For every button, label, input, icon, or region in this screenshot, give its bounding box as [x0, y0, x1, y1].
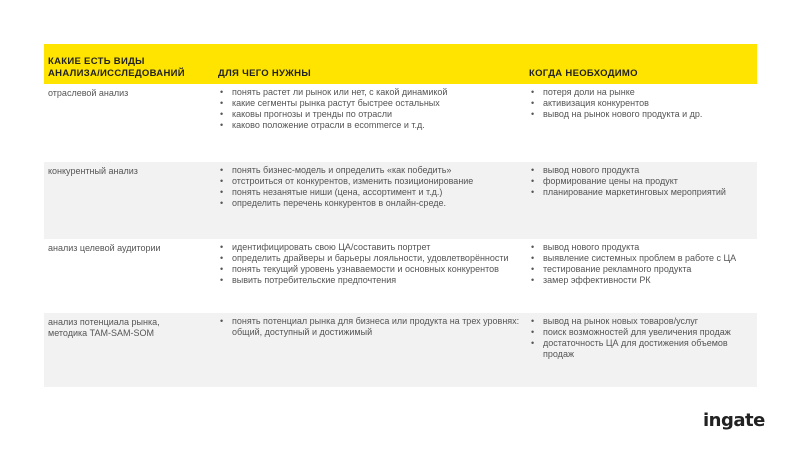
list-item: • понять бизнес-модель и определить «как победить»: [218, 165, 529, 176]
row-purpose: [214, 165, 529, 239]
list-item: • тестирование рекламного продукта: [529, 264, 757, 275]
row-type: конкурентный анализ: [48, 166, 138, 176]
list-item: • выявление системных проблем в работе с ЦА: [529, 253, 757, 264]
table-header: [44, 44, 757, 84]
table-row: [44, 84, 757, 162]
list-item: • планирование маркетинговых мероприятий: [529, 187, 757, 198]
list-item: • определить перечень конкурентов в онлайн-среде.: [218, 198, 529, 209]
table-row: [44, 162, 757, 239]
list-item: • формирование цены на продукт: [529, 176, 757, 187]
row-when: [529, 165, 757, 239]
ingate-logo: ingate: [703, 410, 765, 431]
list-item: • понять текущий уровень узнаваемости и основных конкурентов: [218, 264, 529, 275]
row-when: [529, 242, 757, 313]
list-item: • потеря доли на рынке: [529, 87, 757, 98]
row-purpose: [214, 316, 529, 387]
list-item: • активизация конкурентов: [529, 98, 757, 109]
header-types: КАКИЕ ЕСТЬ ВИДЫ АНАЛИЗА/ИССЛЕДОВАНИЙ: [48, 56, 185, 79]
table-row: [44, 313, 757, 387]
row-purpose: [214, 242, 529, 313]
list-item: • замер эффективности РК: [529, 275, 757, 286]
row-when: [529, 87, 757, 162]
list-item: • какие сегменты рынка растут быстрее остальных: [218, 98, 529, 109]
row-type: анализ целевой аудитории: [48, 243, 161, 253]
list-item: • идентифицировать свою ЦА/составить портрет: [218, 242, 529, 253]
list-item: • понять растет ли рынок или нет, с какой динамикой: [218, 87, 529, 98]
list-item: • вывод нового продукта: [529, 242, 757, 253]
list-item: • каковы прогнозы и тренды по отрасли: [218, 109, 529, 120]
list-item: • каково положение отрасли в ecommerce и т.д.: [218, 120, 529, 131]
list-item: • вывод нового продукта: [529, 165, 757, 176]
list-item: • вывод на рынок новых товаров/услуг: [529, 316, 757, 327]
header-purpose: ДЛЯ ЧЕГО НУЖНЫ: [218, 68, 311, 79]
list-item: • понять незанятые ниши (цена, ассортимент и т.д.): [218, 187, 529, 198]
row-type: анализ потенциала рынка, методика TAM-SAM-SOM: [48, 317, 160, 338]
table-row: [44, 239, 757, 313]
list-item: • вывод на рынок нового продукта и др.: [529, 109, 757, 120]
list-item: • достаточность ЦА для достижения объемов продаж: [529, 338, 757, 360]
list-item: • поиск возможностей для увеличения продаж: [529, 327, 757, 338]
list-item: • понять потенциал рынка для бизнеса или продукта на трех уровнях: общий, доступный и достижимый: [218, 316, 529, 338]
list-item: • определить драйверы и барьеры лояльности, удовлетворённости: [218, 253, 529, 264]
header-when: КОГДА НЕОБХОДИМО: [529, 68, 638, 79]
row-type: отраслевой анализ: [48, 88, 129, 98]
list-item: • отстроиться от конкурентов, изменить позиционирование: [218, 176, 529, 187]
analysis-table: [44, 44, 757, 387]
row-purpose: [214, 87, 529, 162]
list-item: • вывить потребительские предпочтения: [218, 275, 529, 286]
row-when: [529, 316, 757, 387]
